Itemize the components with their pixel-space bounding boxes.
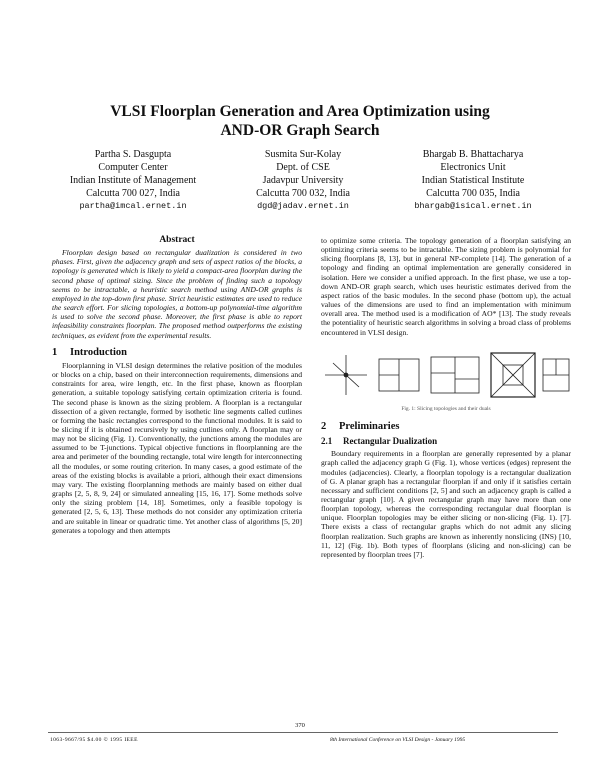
figure-floorplan-d (543, 359, 569, 391)
figure-graph-a (325, 355, 367, 395)
author-email: dgd@jadav.ernet.in (257, 201, 349, 211)
author-name: Partha S. Dasgupta (94, 149, 172, 160)
footer-conference: 8th International Conference on VLSI Design - January 1995 (330, 737, 466, 743)
author-2 (228, 148, 378, 213)
page-number: 370 (295, 722, 305, 729)
abstract-heading: Abstract (159, 235, 195, 245)
author-affiliation: Calcutta 700 035, India (426, 188, 520, 199)
section-title: Introduction (70, 346, 127, 358)
author-name: Susmita Sur-Kolay (264, 149, 342, 160)
left-column (52, 236, 302, 535)
section-number: 1 (52, 346, 58, 358)
figure-floorplan-a (379, 359, 419, 391)
section-number: 2 (321, 420, 327, 432)
figure-caption: Fig. 1: Slicing topologies and their duals (401, 405, 491, 412)
subsection-heading-rectangular-dualization (321, 437, 571, 446)
author-affiliation: Dept. of CSE (276, 162, 330, 173)
author-affiliation: Indian Institute of Management (69, 175, 197, 186)
paper-title (0, 102, 600, 140)
author-affiliation: Electronics Unit (440, 162, 506, 173)
author-block (48, 148, 558, 211)
author-affiliation: Calcutta 700 027, India (86, 188, 180, 199)
figure-nonslicing-c (491, 353, 535, 397)
right-column (321, 236, 571, 559)
footer-copyright: 1063-9667/95 $4.00 © 1995 IEEE (50, 737, 138, 743)
author-email: bhargab@isical.ernet.in (414, 201, 532, 211)
subsection-title: Rectangular Dualization (343, 436, 438, 447)
intro-continued-text: to optimize some criteria. The topology generation of a floorplan satisfying an optimizing criteria seems to be intractable. The sizing problem is polynomial for slicing floorplans [8, 13], but in general NP-complete [14]. The generation of a topology and finding an optimal implementation are generally considered in isolation. Here we consider a unified approach. In the first phase, we use a top-down AND-OR graph search, which uses heuristic estimates derived from the aspect ratios of the basic modules. In the second phase (bottom up), the actual values of the dimensions are used to find an implementation with minimum overall area. The method used is a modification of AO* [13]. The study reveals the potentiality of heuristic search algorithms in solving a broad class of problems encountered in VLSI design. (321, 236, 571, 337)
author-affiliation: Calcutta 700 032, India (256, 188, 350, 199)
author-name: Bhargab B. Bhattacharya (422, 149, 524, 160)
author-email: partha@imcal.ernet.in (79, 201, 187, 211)
subsection-number: 2.1 (321, 436, 333, 447)
introduction-text: Floorplanning in VLSI design determines the relative position of the modules or blocks on a chip, based on their interconnection requirements, dimensions and constraints for area, wire length, etc. In the first phase, known as floorplan generation, a suitable topology satisfying certain optimization criteria is found. The second phase is known as the sizing problem. A floorplan is a rectangular dissection of a given rectangle, formed by isothetic line segments called cutlines or forming the basic rectangles correspond to the functional modules. It is said to be slicing if it is obtained recursively by using cutlines only. A floorplan may or may not be slicing (Fig. 1). Conventionally, the junctions among the modules are assumed to be T-junctions. Typical objective functions in floorplanning are the area and perimeter of the bounding rectangle, total wire length for interconnecting all the modules, or some routing criterion. In many cases, a good estimate of the areas of the existing blocks is available a priori, although their exact dimensions may vary. The existing floorplanning methods are mainly based on either dual graphs [2, 5, 8, 9, 24] or simulated annealing [15, 16, 17]. Some methods solve only the sizing problem [14, 18]. Sometimes, only a feasible topology is generated [2, 5, 6, 13]. These methods do not consider any optimization criteria and are suitable in linear or quadratic time. Yet another class of algorithms [5, 20] generates a topology and then attempts (52, 360, 302, 535)
paper-title-line1: VLSI Floorplan Generation and Area Optimization using (110, 103, 490, 120)
paper-title-line2: AND-OR Graph Search (220, 122, 380, 139)
author-affiliation: Jadavpur University (262, 175, 344, 186)
section-heading-preliminaries (321, 422, 571, 431)
section-heading-introduction (52, 348, 302, 357)
author-1 (48, 148, 218, 213)
author-affiliation: Computer Center (98, 162, 168, 173)
floorplan-figure (321, 345, 571, 403)
footer-divider (48, 732, 558, 733)
author-3 (388, 148, 558, 213)
rectangular-dualization-text: Boundary requirements in a floorplan are generally represented by a planar graph called the adjacency graph G (Fig. 1), whose vertices (edges) represent the modules (adjacencies). Clearly, a floorplan topology is a rectangular dualization of G. A planar graph has a rectangular floorplan if and only if it satisfies certain necessary and sufficient conditions [2, 5] and such an adjacency graph is called a rectangular graph [10]. A given rectangular graph may have more than one floorplan topology, whereas the corresponding rectangular dual floorplan is unique. Floorplan topologies may be either slicing or non-slicing (Fig. 1). [7]. There exists a class of rectangular graphs which do not admit any slicing floorplan realization. Such graphs are known as inherently nonslicing (INS) [10, 11, 12] (Fig. 1b). Both types of floorplans (slicing and non-slicing) can be represented by floorplan trees [7]. (321, 449, 571, 559)
section-title: Preliminaries (339, 420, 400, 432)
figure-1 (321, 345, 571, 403)
author-affiliation: Indian Statistical Institute (421, 175, 525, 186)
abstract-text: Floorplan design based on rectangular dualization is considered in two phases. First, given the adjacency graph and sets of aspect ratios of the blocks, a topology is generated which is likely to yield a compact-area floorplan during the second phase of optimal sizing. Since the problem of finding such a topology seems to be intractable, a heuristic search method using AND-OR graphs is employed in the top-down first phase. Strict heuristic estimates are used to reduce the search effort. For slicing topologies, a bottom-up polynomial-time algorithm is used to solve the second phase. Moreover, the first phase is able to report infeasibility constraints floorplan. The proposed method outperforms the existing techniques, as evident from the experimental results. (52, 248, 302, 340)
figure-floorplan-b (431, 357, 479, 393)
